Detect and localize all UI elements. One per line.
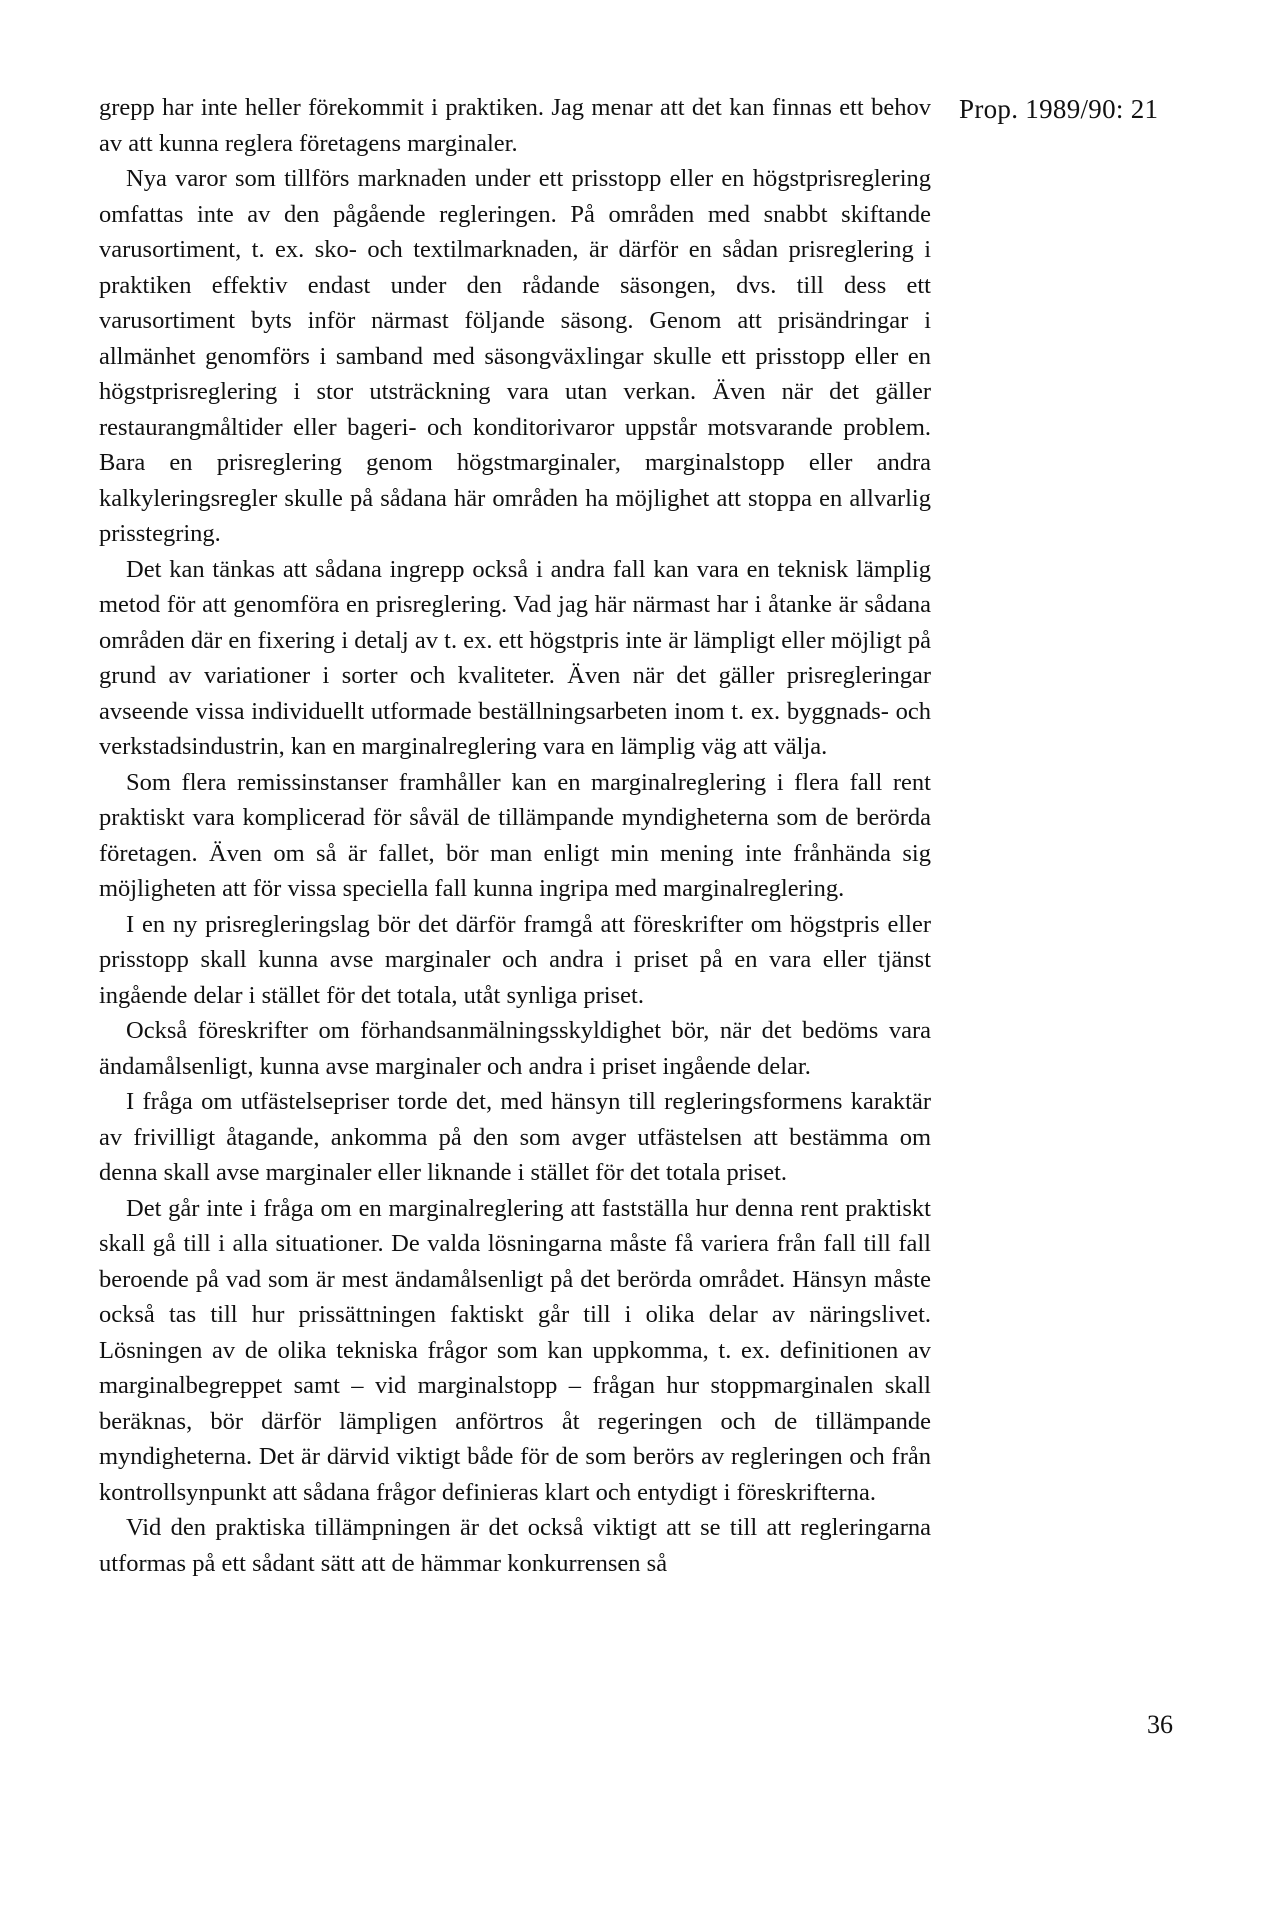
- paragraph: Det går inte i fråga om en marginalreglering att fastställa hur denna rent praktiskt skall gå till i alla situationer. De valda lösningarna måste få variera från fall till fall beroende på vad som är mest ändamålsenligt på det berörda området. Hänsyn måste också tas till hur prissättningen faktiskt går till i olika delar av näringslivet. Lösningen av de olika tekniska frågor som kan uppkomma, t. ex. definitionen av marginalbegreppet samt – vid marginalstopp – frågan hur stoppmarginalen skall beräknas, bör därför lämpligen anförtros åt regeringen och de tillämpande myndigheterna. Det är därvid viktigt både för de som berörs av regleringen och från kontrollsynpunkt att sådana frågor definieras klart och entydigt i föreskrifterna.: [99, 1194, 931, 1506]
- paragraph-continuation: grepp har inte heller förekommit i praktiken. Jag menar att det kan finnas ett behov av att kunna reglera företagens marginaler.: [99, 94, 931, 157]
- paragraph: I fråga om utfästelsepriser torde det, med hänsyn till regleringsformens karaktär av frivilligt åtagande, ankomma på den som avger utfästelsen att bestämma om denna skall avse marginaler eller liknande i stället för det totala priset.: [99, 1088, 931, 1186]
- paragraph: Det kan tänkas att sådana ingrepp också i andra fall kan vara en teknisk lämplig metod för att genomföra en prisreglering. Vad jag här närmast har i åtanke är sådana områden där en fixering i detalj av t. ex. ett högstpris inte är lämpligt eller möjligt på grund av variationer i sorter och kvaliteter. Även när det gäller prisregleringar avseende vissa individuellt utformade beställningsarbeten inom t. ex. byggnads- och verkstadsindustrin, kan en marginalreglering vara en lämplig väg att välja.: [99, 555, 931, 760]
- paragraph: I en ny prisregleringslag bör det därför framgå att föreskrifter om högstpris eller prisstopp skall kunna avse marginaler och andra i priset på en vara eller tjänst ingående delar i stället för det totala, utåt synliga priset.: [99, 910, 931, 1009]
- paragraph: Nya varor som tillförs marknaden under ett prisstopp eller en högstprisreglering omfattas inte av den pågående regleringen. På områden med snabbt skiftande varusortiment, t. ex. sko- och textilmarknaden, är därför en sådan prisreglering i praktiken effektiv endast under den rådande säsongen, dvs. till dess ett varusortiment byts inför närmast följande säsong. Genom att prisändringar i allmänhet genomförs i samband med säsongväxlingar skulle ett prisstopp eller en högstprisreglering i stor utsträckning vara utan verkan. Även när det gäller restaurangmåltider eller bageri- och konditorivaror uppstår motsvarande problem. Bara en prisreglering genom högstmarginaler, marginalstopp eller andra kalkyleringsregler skulle på sådana här områden ha möjlighet att stoppa en allvarlig prisstegring.: [99, 165, 931, 547]
- paragraph-continued-next-page: Vid den praktiska tillämpningen är det också viktigt att se till att regleringarna utformas på ett sådant sätt att de hämmar konkurrensen så: [99, 1514, 931, 1577]
- body-text: [99, 90, 931, 1581]
- paragraph: Också föreskrifter om förhandsanmälningsskyldighet bör, när det bedöms vara ändamålsenligt, kunna avse marginaler och andra i priset ingående delar.: [99, 1017, 931, 1080]
- proposition-reference: Prop. 1989/90: 21: [959, 94, 1159, 124]
- paragraph: Som flera remissinstanser framhåller kan en marginalreglering i flera fall rent praktiskt vara komplicerad för såväl de tillämpande myndigheterna som de berörda företagen. Även om så är fallet, bör man enligt min mening inte frånhända sig möjligheten att för vissa speciella fall kunna ingripa med marginalreglering.: [99, 768, 931, 902]
- page-number: 36: [1147, 1710, 1173, 1739]
